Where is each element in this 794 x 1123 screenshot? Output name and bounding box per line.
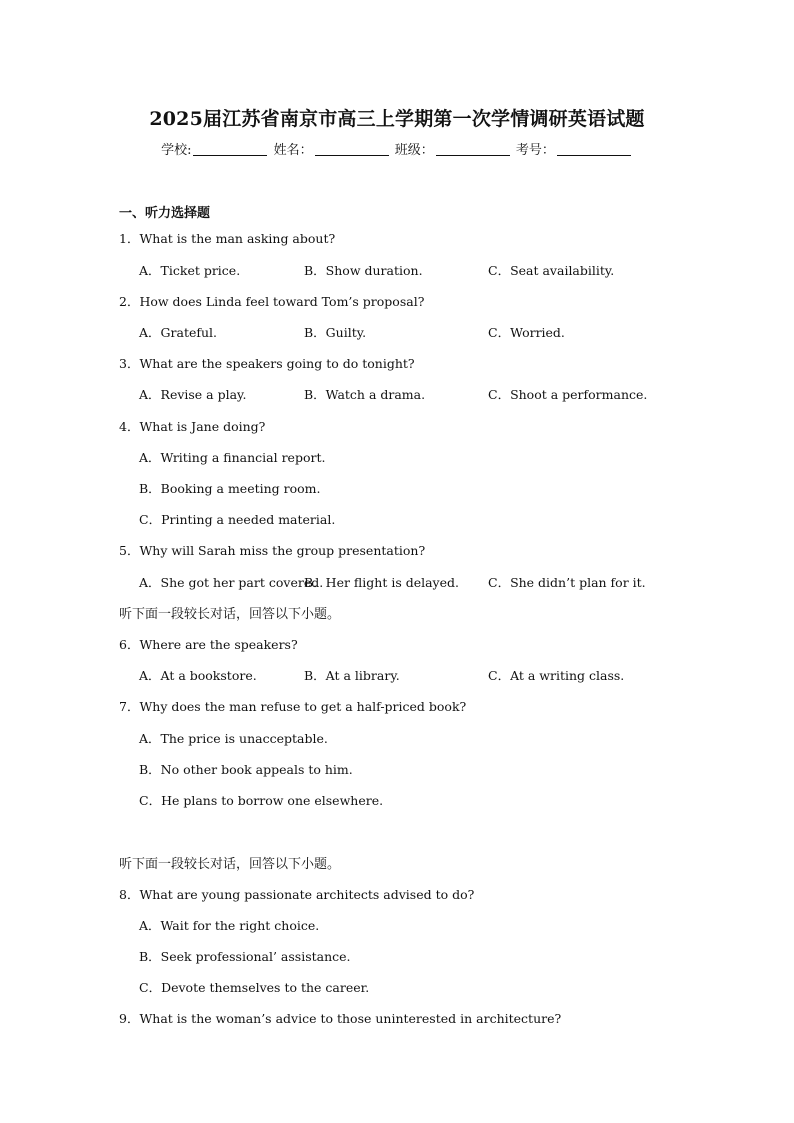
q7-option-a[interactable]: A．The price is unacceptable. xyxy=(139,731,328,746)
q3-option-c[interactable]: C．Shoot a performance. xyxy=(488,387,648,402)
class-blank[interactable] xyxy=(436,141,510,156)
q3-option-a[interactable]: A．Revise a play. xyxy=(139,387,247,402)
q3-option-b[interactable]: B．Watch a drama. xyxy=(304,387,426,402)
name-label: 姓名： xyxy=(273,143,313,158)
question-6: 6．Where are the speakers? xyxy=(119,637,298,652)
q2-option-a[interactable]: A．Grateful. xyxy=(139,325,218,340)
question-8: 8．What are young passionate architects advised to do? xyxy=(119,887,475,902)
listening-instruction-1: 听下面一段较长对话，回答以下小题。 xyxy=(119,607,341,622)
name-blank[interactable] xyxy=(315,141,389,156)
q2-option-b[interactable]: B．Guilty. xyxy=(304,325,367,340)
q7-option-c[interactable]: C．He plans to borrow one elsewhere. xyxy=(139,793,384,808)
q5-option-b[interactable]: B．Her flight is delayed. xyxy=(304,575,459,590)
q8-option-a[interactable]: A．Wait for the right choice. xyxy=(139,918,320,933)
q4-option-b[interactable]: B．Booking a meeting room. xyxy=(139,481,321,496)
exam-number-blank[interactable] xyxy=(557,141,631,156)
q4-option-a[interactable]: A．Writing a financial report. xyxy=(139,450,326,465)
q5-option-a[interactable]: A．She got her part covered. xyxy=(139,575,324,590)
question-4: 4．What is Jane doing? xyxy=(119,419,266,434)
question-2: 2．How does Linda feel toward Tom’s proposal? xyxy=(119,294,425,309)
q1-option-a[interactable]: A．Ticket price. xyxy=(139,263,241,278)
q2-option-c[interactable]: C．Worried. xyxy=(488,325,565,340)
question-7: 7．Why does the man refuse to get a half-priced book? xyxy=(119,699,467,714)
q6-option-c[interactable]: C．At a writing class. xyxy=(488,668,625,683)
class-label: 班级： xyxy=(394,143,434,158)
question-3: 3．What are the speakers going to do tonight? xyxy=(119,356,415,371)
q8-option-c[interactable]: C．Devote themselves to the career. xyxy=(139,980,370,995)
exam-number-label: 考号： xyxy=(515,143,555,158)
q5-option-c[interactable]: C．She didn’t plan for it. xyxy=(488,575,646,590)
school-blank[interactable] xyxy=(193,141,267,156)
question-9: 9．What is the woman’s advice to those uninterested in architecture? xyxy=(119,1011,562,1026)
q6-option-a[interactable]: A．At a bookstore. xyxy=(139,668,257,683)
exam-title: 2025届江苏省南京市高三上学期第一次学情调研英语试题 xyxy=(149,108,645,130)
section-title: 一、听力选择题 xyxy=(119,206,211,221)
question-1: 1．What is the man asking about? xyxy=(119,231,336,246)
q8-option-b[interactable]: B．Seek professional’ assistance. xyxy=(139,949,351,964)
q1-option-b[interactable]: B．Show duration. xyxy=(304,263,423,278)
school-label: 学校: xyxy=(161,143,192,158)
q7-option-b[interactable]: B．No other book appeals to him. xyxy=(139,762,353,777)
student-info-line xyxy=(0,139,794,158)
q1-option-c[interactable]: C．Seat availability. xyxy=(488,263,615,278)
q6-option-b[interactable]: B．At a library. xyxy=(304,668,400,683)
q4-option-c[interactable]: C．Printing a needed material. xyxy=(139,512,336,527)
listening-instruction-2: 听下面一段较长对话，回答以下小题。 xyxy=(119,857,341,872)
question-5: 5．Why will Sarah miss the group presentation? xyxy=(119,543,426,558)
